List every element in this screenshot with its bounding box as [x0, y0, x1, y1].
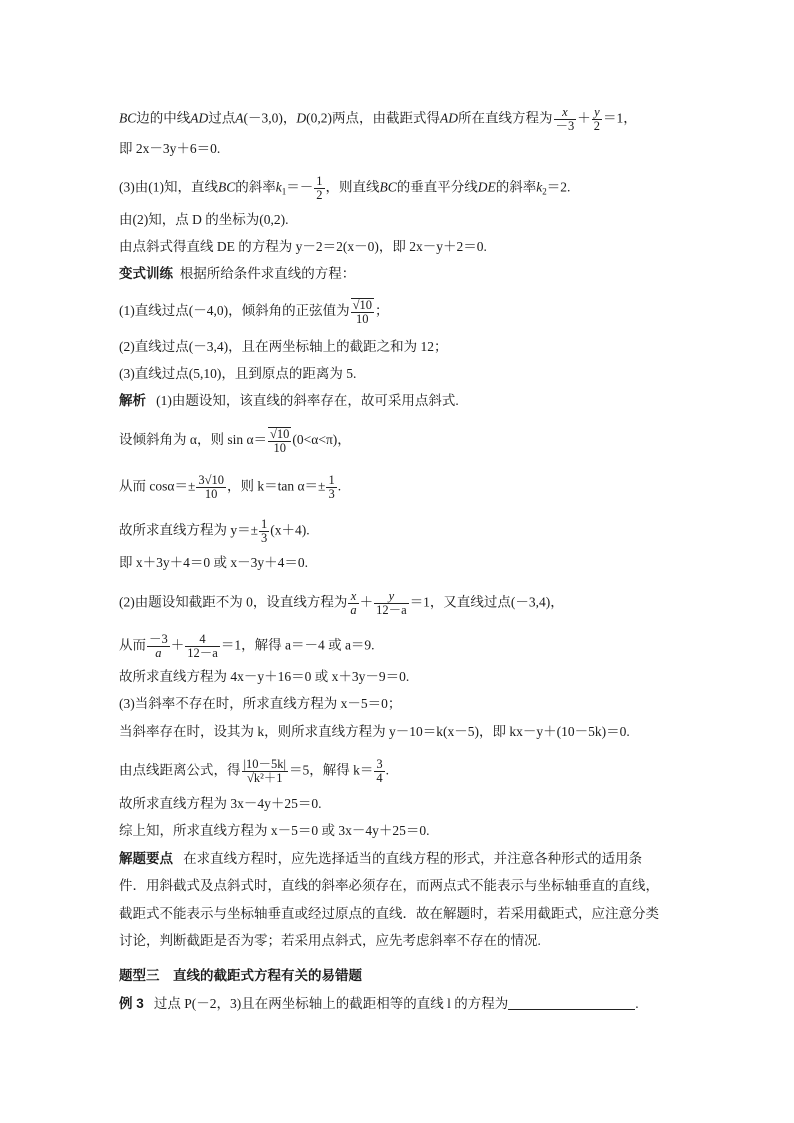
fraction: $\frac{x}{-3}$: [555, 105, 575, 133]
fraction: $\frac{|10-5k|}{\text{√k²＋1}}$: [243, 757, 287, 785]
question-1: (1)直线过点(－4,0)，倾斜角的正弦值为 $\frac{√10}{10}$ ；: [119, 298, 389, 326]
keypoints-line: 件．用斜截式及点斜式时，直线的斜率必须存在，而两点式不能表示与坐标轴垂直的直线，: [119, 878, 659, 893]
keypoints-line: 解题要点 在求直线方程时，应先选择适当的直线方程的形式，并注意各种形式的适用条: [119, 851, 643, 866]
fraction: $\frac{1}{2}$: [316, 174, 323, 202]
text: 过点: [208, 110, 236, 126]
text-line: 由点斜式得直线 DE 的方程为 y－2＝2(x－0)，即 2x－y＋2＝0.: [119, 239, 487, 254]
question-3: (3)直线过点(5,10)，且到原点的距离为 5.: [119, 366, 357, 381]
question-2: (2)直线过点(－3,4)，且在两坐标轴上的截距之和为 12；: [119, 339, 448, 354]
text: (0,2)两点，由截距式得: [306, 110, 441, 126]
solution-line: 当斜率存在时，设其为 k，则所求直线方程为 y－10＝k(x－5)，即 kx－y＋(10－5k)＝0.: [119, 724, 630, 739]
text-line: 即 2x－3y＋6＝0.: [119, 141, 221, 156]
fraction: $\frac{-3}{a}$: [149, 632, 168, 660]
variant-header: 变式训练 根据所给条件求直线的方程：: [119, 266, 356, 281]
solution-line: 设倾斜角为 α，则 sin α＝ $\frac{√10}{10}$ (0<α<π)，: [119, 427, 351, 455]
solution-line: (3)当斜率不存在时，所求直线方程为 x－5＝0；: [119, 696, 402, 711]
text: ＝1，: [603, 110, 637, 126]
fraction: $\frac{√10}{10}$: [270, 427, 290, 455]
fraction: $\frac{4}{12-a}$: [187, 632, 218, 660]
variant-title: 变式训练: [119, 266, 173, 281]
text-line: 由(2)知，点 D 的坐标为(0,2).: [119, 212, 289, 227]
keypoints-line: 截距式不能表示与坐标轴垂直或经过原点的直线．故在解题时，若采用截距式，应注意分类: [119, 906, 659, 921]
example-label: 例 3: [119, 996, 144, 1011]
example-3: 例 3 过点 P(－2，3)且在两坐标轴上的截距相等的直线 l 的方程为 .: [119, 996, 639, 1011]
fraction: $\frac{3}{4}$: [376, 757, 383, 785]
solution-line: 故所求直线方程为 4x－y＋16＝0 或 x＋3y－9＝0.: [119, 669, 410, 684]
answer-blank[interactable]: [508, 995, 635, 1010]
solution-line: 即 x＋3y＋4＝0 或 x－3y＋4＝0.: [119, 555, 308, 570]
solution-line: 解析 (1)由题设知，该直线的斜率存在，故可采用点斜式.: [119, 393, 459, 408]
math-text: D: [296, 110, 307, 126]
fraction: $\frac{x}{a}$: [350, 589, 357, 617]
fraction: $\frac{1}{3}$: [328, 473, 335, 501]
solution-line: 综上知，所求直线方程为 x－5＝0 或 3x－4y＋25＝0.: [119, 823, 430, 838]
fraction: $\frac{y}{12-a}$: [376, 589, 407, 617]
fraction: $\frac{√10}{10}$: [352, 298, 372, 326]
text: 边的中线: [136, 110, 191, 126]
math-text: A: [235, 110, 244, 126]
topic3-title: 题型三 直线的截距式方程有关的易错题: [119, 968, 362, 983]
fraction: $\frac{y}{2}$: [593, 105, 601, 133]
math-text: BC: [119, 110, 137, 126]
solution-line: 由点线距离公式，得 $\frac{|10-5k|}{\text{√k²＋1}}$ ＝5，解得 k＝ $\frac{3}{4}$ .: [119, 757, 390, 785]
text: (－3,0)，: [243, 110, 297, 126]
fraction: $\frac{3√10}{10}$: [198, 473, 224, 501]
math-text: AD: [440, 110, 459, 126]
keypoints-title: 解题要点: [119, 851, 173, 866]
text-line: (3)由(1)知，直线BC的斜率$k_1=-$ $\frac{1}{2}$ ，则直线BC的垂直平分线DE的斜率$k_2=2$.: [119, 174, 571, 202]
text: 所在直线方程为: [458, 110, 553, 126]
math-text: AD: [190, 110, 209, 126]
fraction: $\frac{1}{3}$: [261, 517, 268, 545]
solution-line: 从而 $\frac{-3}{a}$ ＋ $\frac{4}{12-a}$ ＝1，解得 a＝－4 或 a＝9.: [119, 632, 375, 660]
solution-line: (2)由题设知截距不为 0，设直线方程为 $\frac{x}{a}$ ＋ $\frac{y}{12-a}$ ＝1，又直线过点(－3,4)，: [119, 589, 564, 617]
text-line: BC边的中线AD过点A(－3,0)，D(0,2)两点，由截距式得AD所在直线方程为 $\frac{x}{-3}$ ＋ $\frac{y}{2}$ ＝1，: [119, 105, 637, 133]
solution-line: 故所求直线方程为 y＝± $\frac{1}{3}$ (x＋4).: [119, 517, 310, 545]
solution-line: 故所求直线方程为 3x－4y＋25＝0.: [119, 796, 322, 811]
keypoints-line: 讨论，判断截距是否为零；若采用点斜式，应先考虑斜率不存在的情况.: [119, 933, 541, 948]
solution-title: 解析: [119, 393, 146, 408]
solution-line: 从而 cosα＝± $\frac{3√10}{10}$ ，则 k＝tan α＝± $\frac{1}{3}$ .: [119, 473, 342, 501]
